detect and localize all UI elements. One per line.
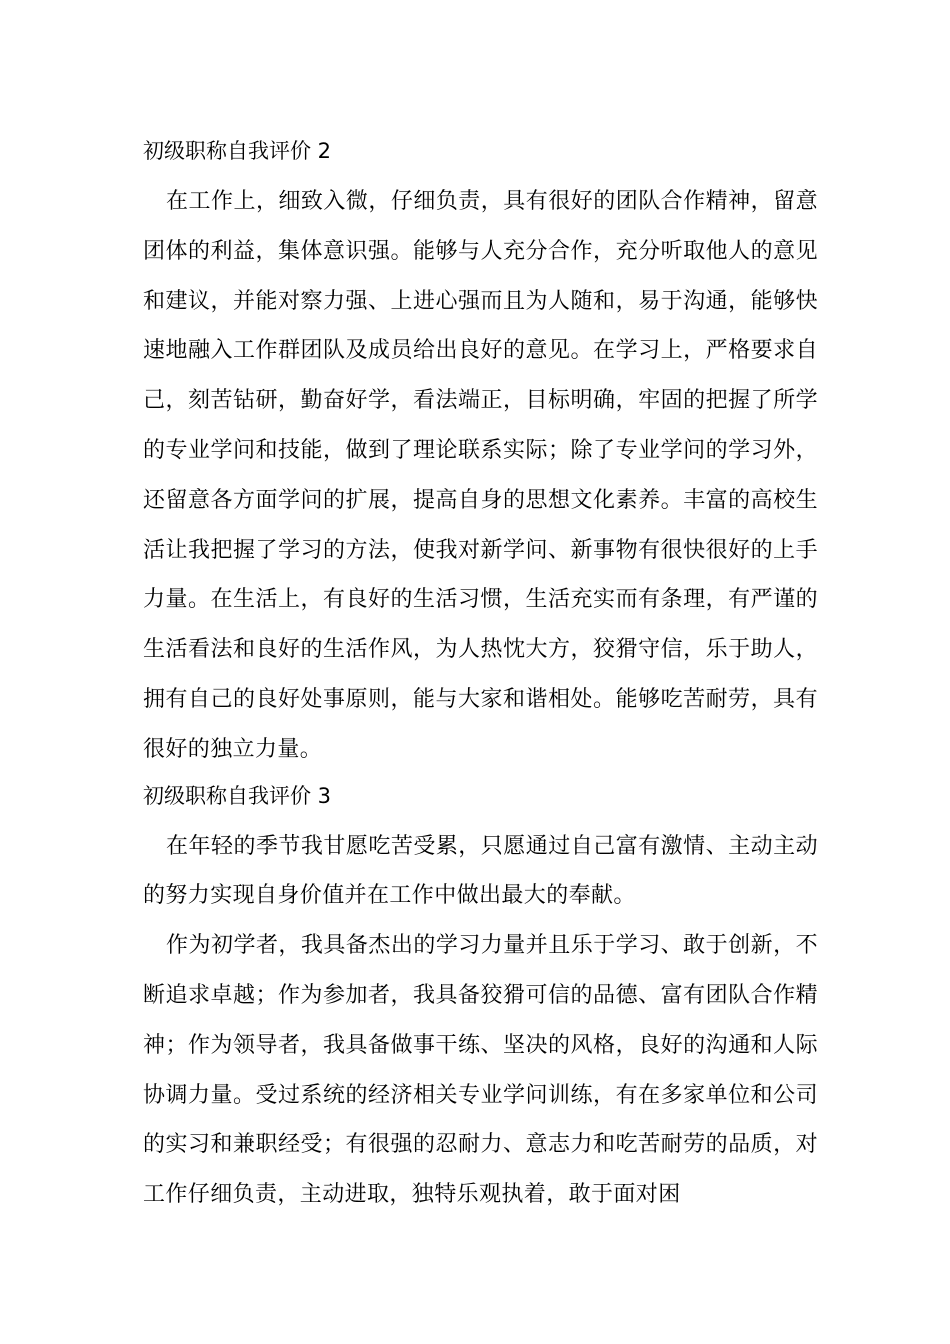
body-paragraph: 在工作上，细致入微，仔细负责，具有很好的团队合作精神，留意团体的利益，集体意识强。能够与人充分合作，充分听取他人的意见和建议，并能对察力强、上进心强而且为人随和，易于沟通，能够快速地融入工作群团队及成员给出良好的意见。在学习上，严格要求自己，刻苦钻研，勤奋好学，看法端正，目标明确，牢固的把握了所学的专业学问和技能，做到了理论联系实际；除了专业学问的学习外，还留意各方面学问的扩展，提高自身的思想文化素养。丰富的高校生活让我把握了学习的方法，使我对新学问、新事物有很快很好的上手力量。在生活上，有良好的生活习惯，生活充实而有条理，有严谨的生活看法和良好的生活作风，为人热忱大方，狡猾守信，乐于助人，拥有自己的良好处事原则，能与大家和谐相处。能够吃苦耐劳，具有很好的独立力量。 [143, 189, 818, 762]
section-heading: 初级职称自我评价 2 [143, 139, 332, 163]
body-paragraph: 作为初学者，我具备杰出的学习力量并且乐于学习、敢于创新，不断追求卓越；作为参加者，我具备狡猾可信的品德、富有团队合作精神；作为领导者，我具备做事干练、坚决的风格，良好的沟通和人际协调力量。受过系统的经济相关专业学问训练，有在多家单位和公司的实习和兼职经受；有很强的忍耐力、意志力和吃苦耐劳的品质，对工作仔细负责，主动进取，独特乐观执着，敢于面对困 [143, 933, 818, 1208]
body-paragraph: 在年轻的季节我甘愿吃苦受累，只愿通过自己富有激情、主动主动的努力实现自身价值并在工作中做出最大的奉献。 [143, 833, 818, 909]
section-heading: 初级职称自我评价 3 [143, 783, 332, 808]
